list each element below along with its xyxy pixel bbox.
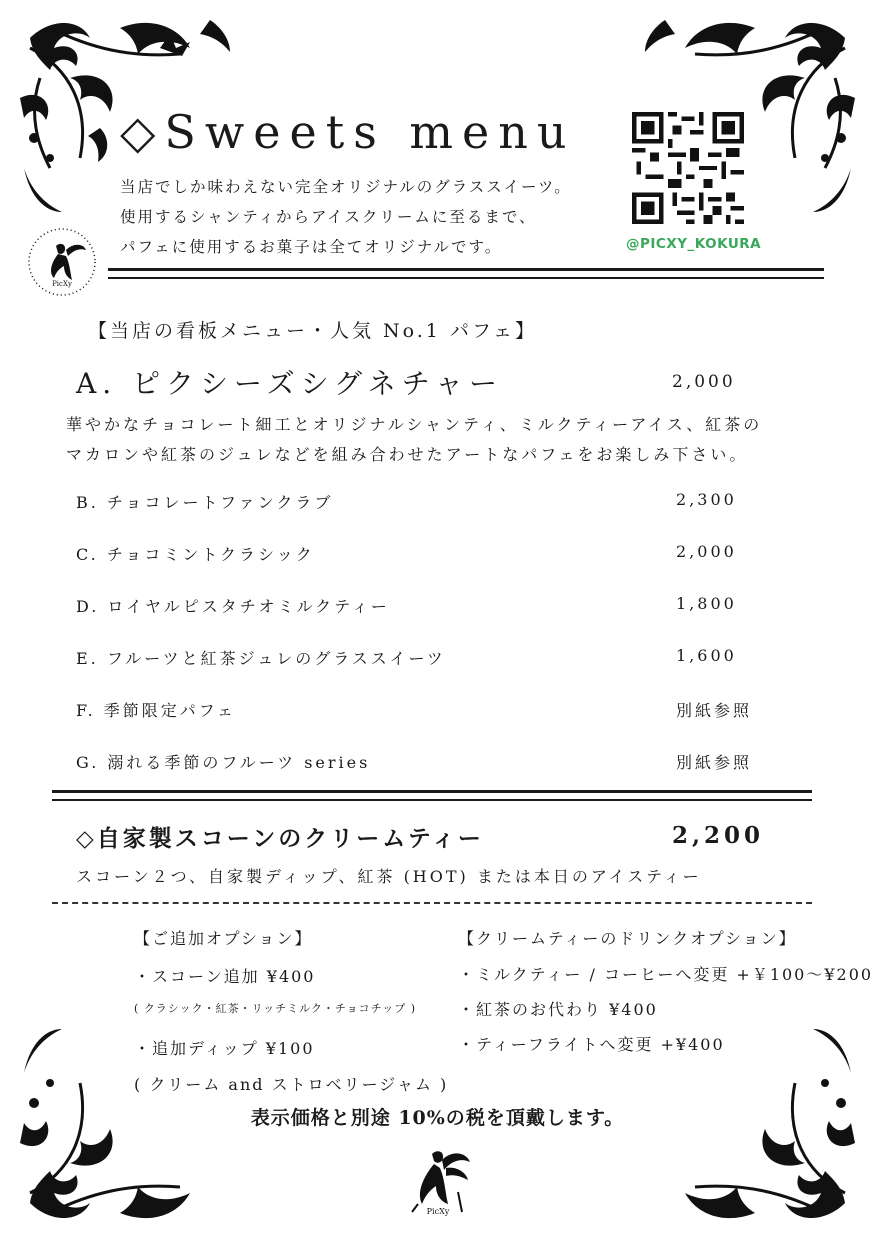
drink-option: ・ティーフライトへ変更 +¥400 bbox=[458, 1035, 725, 1054]
intro-text bbox=[120, 172, 572, 262]
menu-item-name: G. 溺れる季節のフルーツ series bbox=[76, 753, 371, 772]
menu-item-name: C. チョコミントクラシック bbox=[76, 545, 315, 564]
menu-item-price: 別紙参照 bbox=[676, 701, 753, 720]
menu-item-name: F. 季節限定パフェ bbox=[76, 701, 236, 720]
options-heading: 【ご追加オプション】 bbox=[134, 929, 313, 948]
divider-line bbox=[108, 277, 824, 279]
menu-item-d bbox=[76, 594, 776, 617]
divider-line bbox=[52, 790, 812, 793]
option-scone-flavors: ( クラシック・紅茶・リッチミルク・チョコチップ ) bbox=[134, 1002, 417, 1015]
menu-item-price: 1,800 bbox=[676, 594, 737, 613]
menu-item-price: 2,000 bbox=[676, 542, 737, 561]
drink-option: ・ミルクティー / コーヒーへ変更 +￥100〜¥200 bbox=[458, 965, 874, 984]
menu-item-b bbox=[76, 490, 776, 513]
menu-item-a-price: 2,000 bbox=[672, 372, 736, 392]
menu-item-name: D. ロイヤルピスタチオミルクティー bbox=[76, 597, 390, 616]
intro-line: パフェに使用するお菓子は全てオリジナルです。 bbox=[120, 238, 503, 256]
option-scone: ・スコーン追加 ¥400 bbox=[134, 967, 316, 986]
option-dip: ・追加ディップ ¥100 bbox=[134, 1039, 315, 1058]
menu-item-a-description bbox=[66, 410, 762, 470]
divider-line bbox=[108, 268, 824, 271]
instagram-handle[interactable]: @PICXY_KOKURA bbox=[626, 236, 762, 252]
qr-code-icon[interactable] bbox=[632, 112, 744, 224]
intro-line: 当店でしか味わえない完全オリジナルのグラススイーツ。 bbox=[120, 178, 572, 196]
menu-item-price: 別紙参照 bbox=[676, 753, 753, 772]
menu-item-f bbox=[76, 698, 776, 721]
menu-item-price: 1,600 bbox=[676, 646, 737, 665]
options-heading: 【クリームティーのドリンクオプション】 bbox=[458, 929, 797, 948]
cream-tea-price: 2,200 bbox=[672, 822, 765, 849]
fairy-logo-icon bbox=[398, 1148, 482, 1218]
description-line: マカロンや紅茶のジュレなどを組み合わせたアートなパフェをお楽しみ下さい。 bbox=[66, 445, 749, 464]
menu-item-g bbox=[76, 750, 776, 773]
divider-line bbox=[52, 799, 812, 801]
description-line: 華やかなチョコレート細工とオリジナルシャンティ、ミルクティーアイス、紅茶の bbox=[66, 415, 763, 434]
page-title: ◇Sweets menu bbox=[120, 105, 576, 159]
option-dip-flavors: ( クリーム and ストロベリージャム ) bbox=[134, 1075, 449, 1094]
menu-item-name: E. フルーツと紅茶ジュレのグラススイーツ bbox=[76, 649, 446, 668]
intro-line: 使用するシャンティからアイスクリームに至るまで、 bbox=[120, 208, 537, 226]
menu-item-c bbox=[76, 542, 776, 565]
svg-text:PicXy: PicXy bbox=[52, 280, 72, 288]
tax-note: 表示価格と別途 10%の税を頂戴します。 bbox=[250, 1107, 625, 1129]
svg-text:PicXy: PicXy bbox=[426, 1207, 450, 1216]
dashed-divider bbox=[52, 902, 812, 904]
cream-tea-title: ◇自家製スコーンのクリームティー bbox=[76, 825, 484, 852]
cream-tea-description: スコーン２つ、自家製ディップ、紅茶 (HOT) または本日のアイスティー bbox=[76, 867, 702, 886]
menu-item-a-name: A. ピクシーズシグネチャー bbox=[76, 367, 503, 400]
menu-item-price: 2,300 bbox=[676, 490, 737, 509]
fairy-logo-icon bbox=[26, 226, 98, 298]
drink-option: ・紅茶のお代わり ¥400 bbox=[458, 1000, 658, 1019]
menu-item-name: B. チョコレートファンクラブ bbox=[76, 493, 334, 512]
menu-item-e bbox=[76, 646, 776, 669]
signature-heading: 【当店の看板メニュー・人気 No.1 パフェ】 bbox=[88, 320, 537, 342]
